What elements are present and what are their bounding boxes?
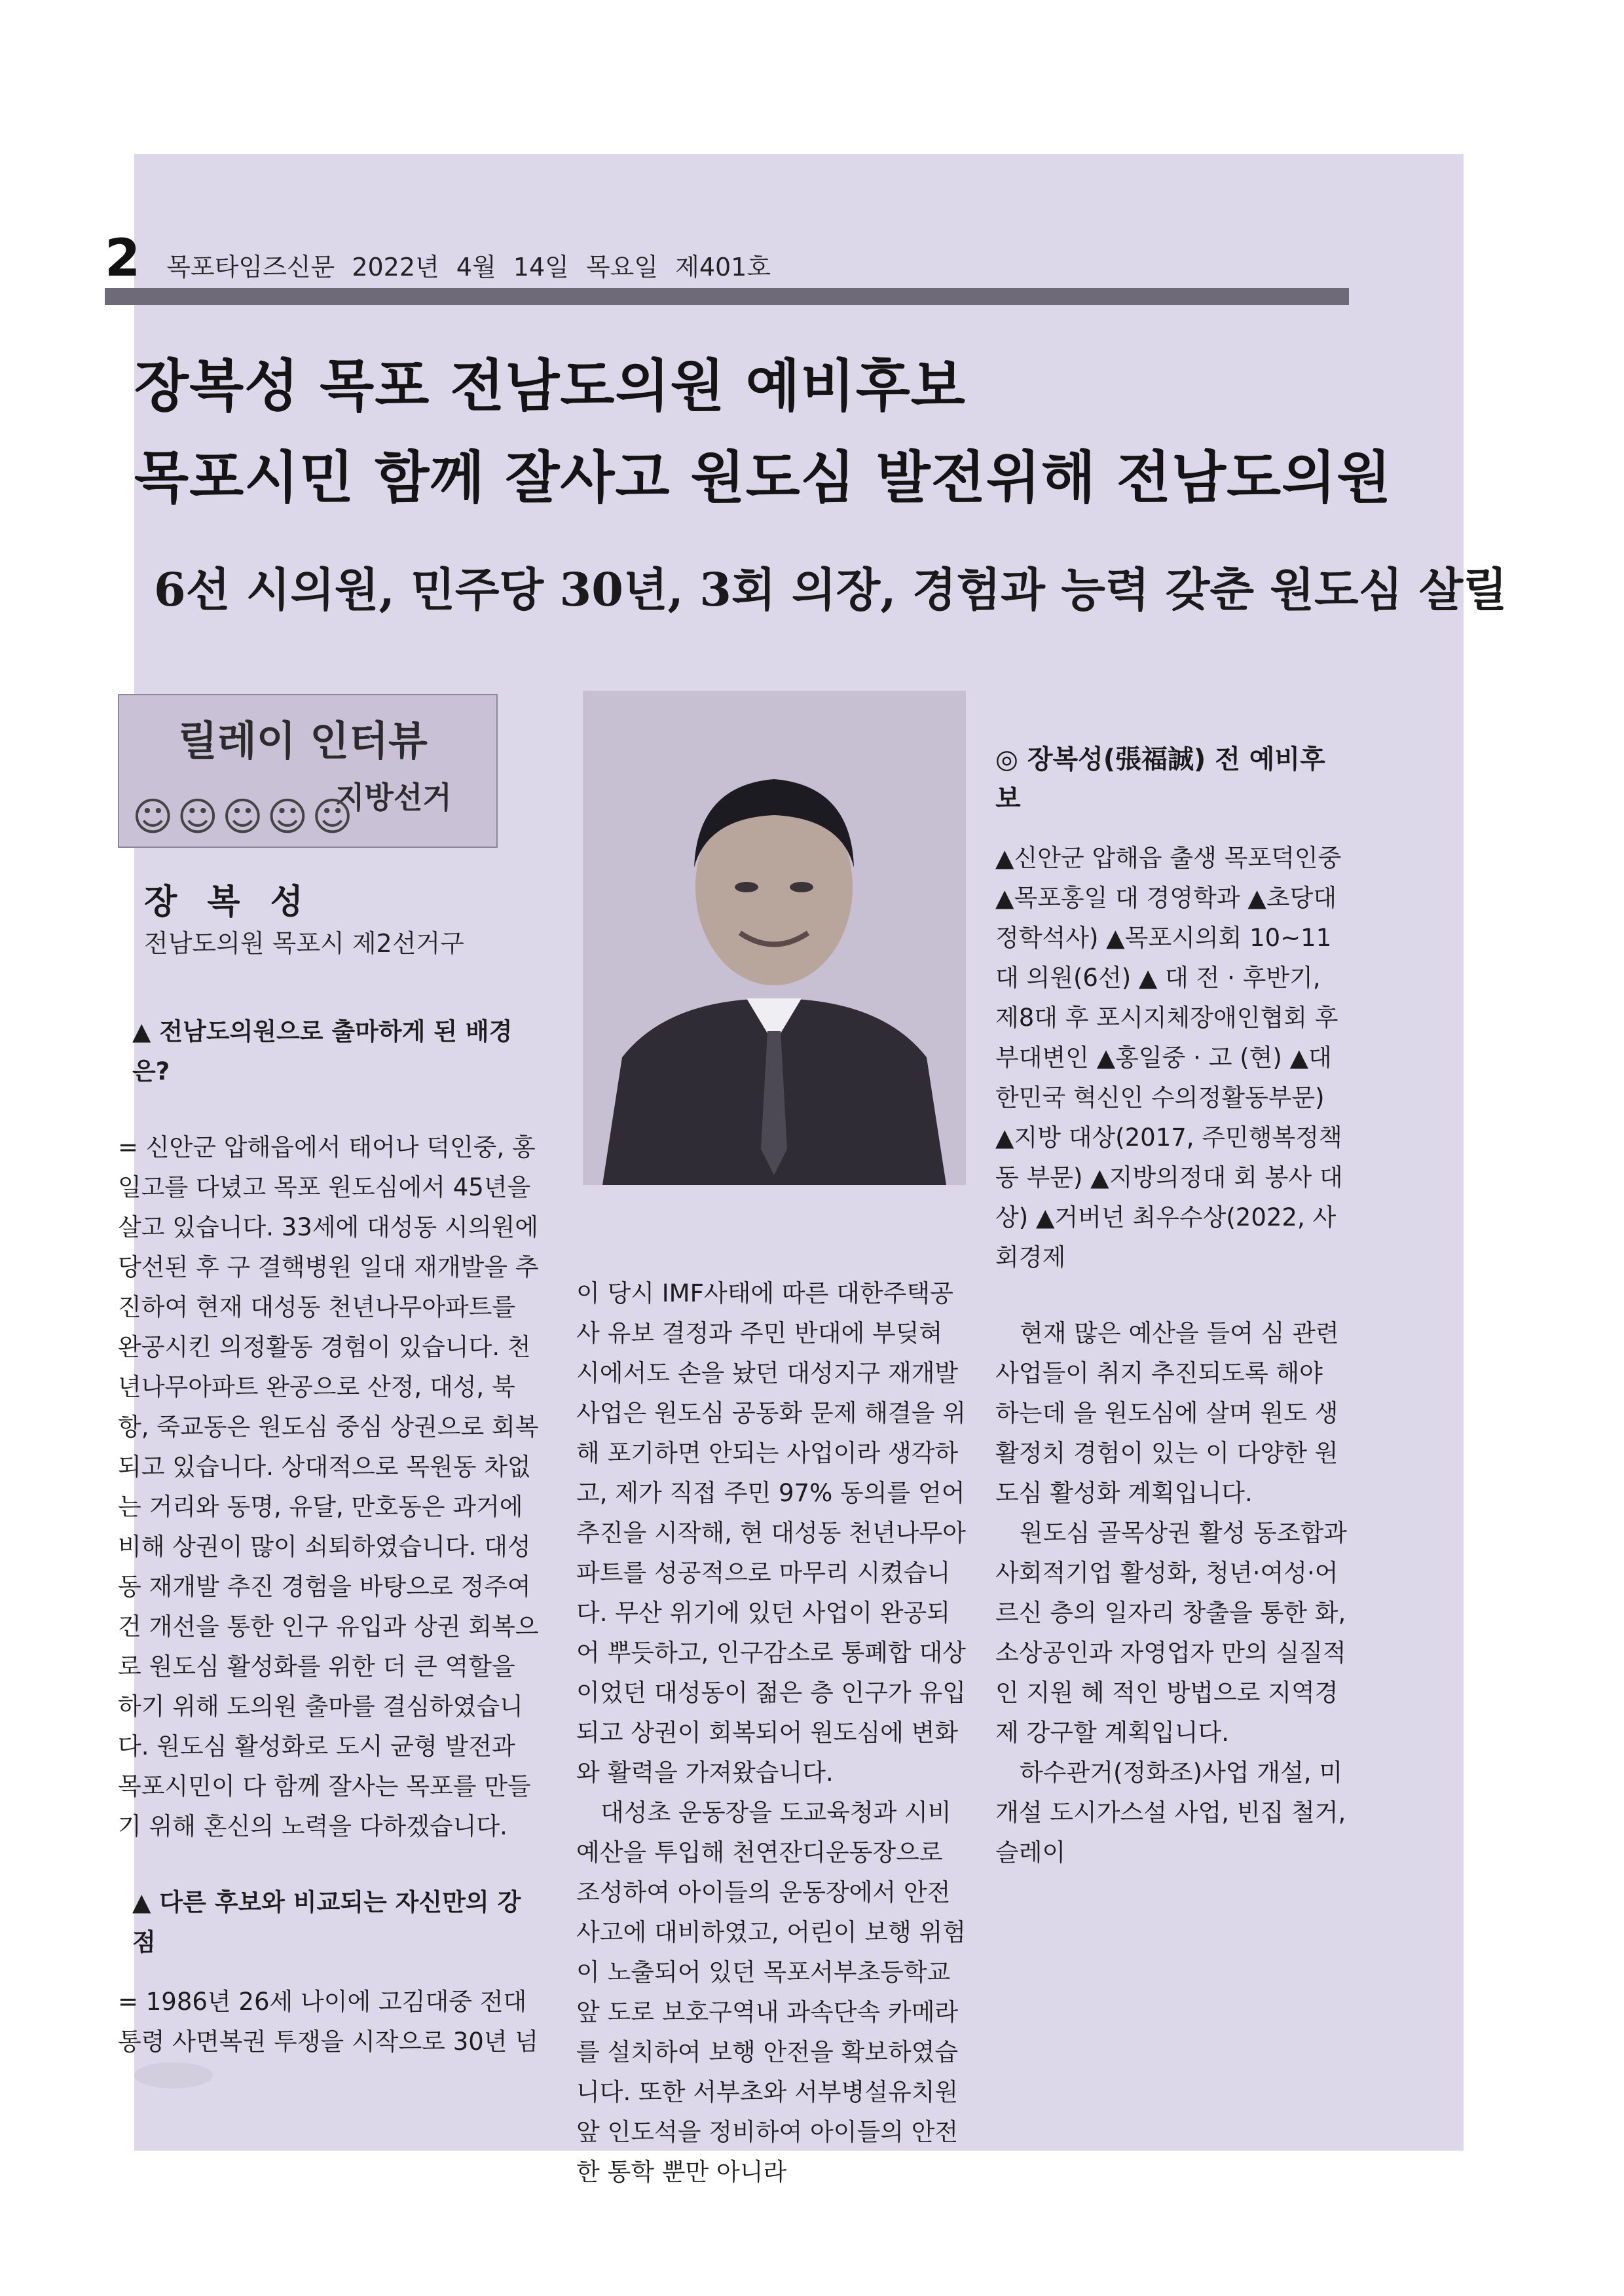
page-number: 2: [105, 229, 141, 288]
column2-paragraph-2: 대성초 운동장을 도교육청과 시비 예산을 투입해 천연잔디운동장으로 조성하여 아이들의 운동장에서 안전사고에 대비하였고, 어린이 보행 위험이 노출되어 있던 목포서부초등학교 앞 도로 보호구역내 과속단속 카메라를 설치하여 보행 안전을 확보하였습니다. 또한 서부초와 서부병설유치원 앞 인도석을 정비하여 아이들의 안전한 통학 뿐만 아니라: [576, 1798, 966, 2186]
headline-line1: 장복성 목포 전남도의원 예비후보: [134, 354, 966, 419]
profile-heading: ◎ 장복성(張福誠) 전 예비후보: [995, 744, 1325, 814]
headline-line2: 목포시민 함께 잘사고 원도심 발전위해 전남도의원: [134, 445, 1392, 511]
answer-1: = 신안군 압해읍에서 태어나 덕인중, 홍일고를 다녔고 목포 원도심에서 45년을 살고 있습니다. 33세에 대성동 시의원에 당선된 후 구 결핵병원 일대 재개발을 추진하여 현재 대성동 천년나무아파트를 완공시킨 의정활동 경험이 있습니다. 천년나무아파트 완공으로 산정, 대성, 북항, 죽교동은 원도심 중심 상권으로 회복되고 있습니다. 상대적으로 목원동 차없는 거리와 동명, 유달, 만호동은 과거에 비해 상권이 많이 쇠퇴하였습니다. 대성동 재개발 추진 경험을 바탕으로 정주여건 개선을 통한 인구 유입과 상권 회복으로 원도심 활성화를 위한 더 큰 역할을 하기 위해 도의원 출마를 결심하였습니다. 원도심 활성화로 도시 균형 발전과 목포시민이 다 함께 잘사는 목포를 만들기 위해 혼신의 노력을 다하겠습니다.: [118, 1133, 539, 1840]
article-column-2: [576, 1273, 972, 2192]
column2-paragraph-1: 이 당시 IMF사태에 따른 대한주택공사 유보 결정과 주민 반대에 부딪혀 시에서도 손을 놨던 대성지구 재개발 사업은 원도심 공동화 문제 해결을 위해 포기하면 안되는 사업이라 생각하고, 제가 직접 주민 97% 동의를 얻어 추진을 시작해, 현 대성동 천년나무아파트를 성공적으로 마무리 시켰습니다. 무산 위기에 있던 사업이 완공되어 뿌듯하고, 인구감소로 통폐합 대상이었던 대성동이 젊은 층 인구가 유입되고 상권이 회복되어 원도심에 변화와 활력을 가져왔습니다.: [576, 1279, 966, 1787]
masthead-rule: [105, 288, 1349, 305]
column3-paragraph-3: 하수관거(정화조)사업 개설, 미개설 도시가스설 사업, 빈집 철거, 슬레이: [995, 1758, 1346, 1867]
banner-subtitle: 지방선거: [335, 780, 452, 815]
publication-info: 목포타임즈신문 2022년 4월 14일 목요일 제401호: [166, 253, 771, 282]
question-1: ▲ 전남도의원으로 출마하게 된 배경은?: [132, 1017, 513, 1085]
article-column-3: [995, 740, 1349, 1872]
interviewee-role: 전남도의원 목포시 제2선거구: [144, 929, 464, 958]
masthead: [105, 229, 771, 288]
subheadline: 6선 시의원, 민주당 30년, 3회 의장, 경험과 능력 갖춘 원도심 살릴: [154, 562, 1507, 617]
banner-title: 릴레이 인터뷰: [178, 717, 428, 765]
column3-paragraph-1: 현재 많은 예산을 들여 심 관련 사업들이 취지 추진되도록 해야 하는데 을 원도심에 살며 원도 생활정치 경험이 있는 이 다양한 원도심 활성화 계획입니다.: [995, 1319, 1339, 1507]
article-column-1: [118, 1011, 540, 2062]
profile-text: ▲신안군 압해읍 출생 목포덕인중 ▲목포홍일 대 경영학과 ▲초당대 정학석사) ▲목포시의회 10~11대 의원(6선) ▲ 대 전 · 후반기, 제8대 후 포시지체장애인협회 후 부대변인 ▲홍일중 · 고 (현) ▲대한민국 혁신인 수의정활동부문) ▲지방 대상(2017, 주민행복정책 동 부문) ▲지방의정대 회 봉사 대상) ▲거버넌 최우수상(2022, 사회경제: [995, 844, 1343, 1271]
portrait-figure-icon: [583, 691, 966, 1185]
cartoon-figures-icon: ☺☺☺☺☺: [132, 794, 357, 840]
portrait-photo: [583, 691, 966, 1185]
interviewee-name: 장 복 성: [144, 883, 312, 922]
paper-stain: [134, 2062, 213, 2088]
answer-2: = 1986년 26세 나이에 고김대중 전대통령 사면복권 투쟁을 시작으로 30년 넘: [118, 1988, 539, 2056]
relay-interview-banner: [118, 694, 498, 848]
column3-paragraph-2: 원도심 골목상권 활성 동조합과 사회적기업 활성화, 청년·여성·어르신 층의 일자리 창출을 통한 화, 소상공인과 자영업자 만의 실질적인 지원 혜 적인 방법으로 지역경제 강구할 계획입니다.: [995, 1519, 1347, 1747]
question-2: ▲ 다른 후보와 비교되는 자신만의 강점: [132, 1888, 521, 1956]
